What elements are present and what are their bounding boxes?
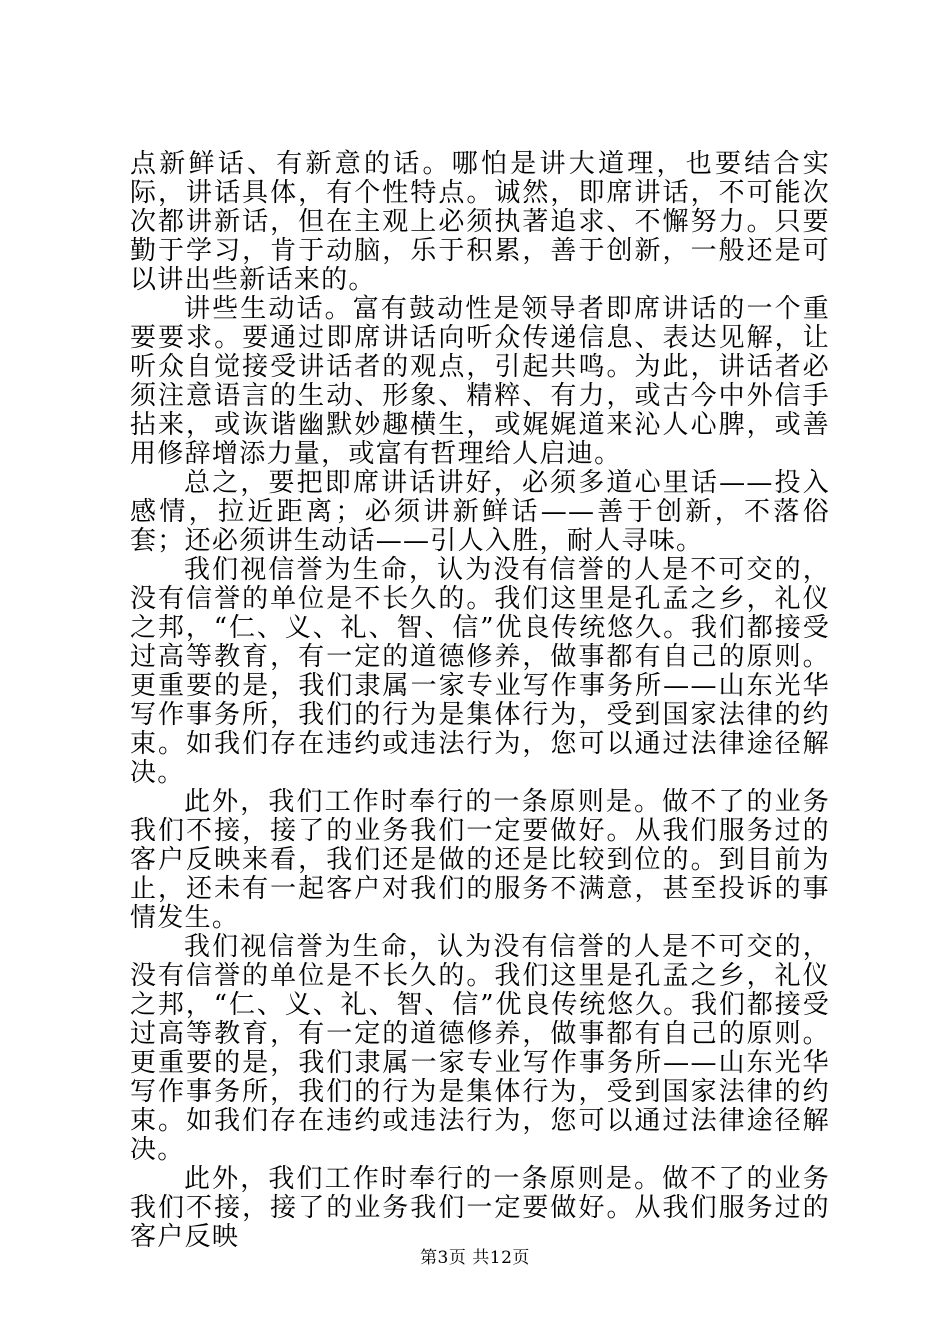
paragraph-2: 讲些生动话。富有鼓动性是领导者即席讲话的一个重要要求。要通过即席讲话向听众传递信息、表达见解，让听众自觉接受讲话者的观点，引起共鸣。为此，讲话者必须注意语言的生动、形象、精粹、有力，或古今中外信手拈来，或诙谐幽默妙趣横生，或娓娓道来沁人心脾，或善用修辞增添力量，或富有哲理给人启迪。 — [130, 294, 830, 469]
paragraph-1: 点新鲜话、有新意的话。哪怕是讲大道理，也要结合实际，讲话具体，有个性特点。诚然，即席讲话，不可能次次都讲新话，但在主观上必须执著追求、不懈努力。只要勤于学习，肯于动脑，乐于积累，善于创新，一般还是可以讲出些新话来的。 — [130, 149, 830, 295]
paragraph-3: 总之，要把即席讲话讲好，必须多道心里话——投入感情，拉近距离；必须讲新鲜话——善于创新，不落俗套；还必须讲生动话——引人入胜，耐人寻味。 — [130, 468, 830, 556]
paragraph-4: 我们视信誉为生命，认为没有信誉的人是不可交的，没有信誉的单位是不长久的。我们这里是孔孟之乡，礼仪之邦，“仁、义、礼、智、信”优良传统悠久。我们都接受过高等教育，有一定的道德修养，做事都有自己的原则。更重要的是，我们隶属一家专业写作事务所——山东光华写作事务所，我们的行为是集体行为，受到国家法律的约束。如我们存在违约或违法行为，您可以通过法律途径解决。 — [130, 555, 830, 788]
page-footer — [0, 1243, 950, 1268]
paragraph-7: 此外，我们工作时奉行的一条原则是。做不了的业务我们不接，接了的业务我们一定要做好。从我们服务过的客户反映 — [130, 1164, 830, 1252]
paragraph-6: 我们视信誉为生命，认为没有信誉的人是不可交的，没有信誉的单位是不长久的。我们这里是孔孟之乡，礼仪之邦，“仁、义、礼、智、信”优良传统悠久。我们都接受过高等教育，有一定的道德修养，做事都有自己的原则。更重要的是，我们隶属一家专业写作事务所——山东光华写作事务所，我们的行为是集体行为，受到国家法律的约束。如我们存在违约或违法行为，您可以通过法律途径解决。 — [130, 932, 830, 1165]
page-number-label: 第3页 共12页 — [420, 1248, 530, 1268]
paragraph-5: 此外，我们工作时奉行的一条原则是。做不了的业务我们不接，接了的业务我们一定要做好。从我们服务过的客户反映来看，我们还是做的还是比较到位的。到目前为止，还未有一起客户对我们的服务不满意，甚至投诉的事情发生。 — [130, 787, 830, 933]
document-body — [130, 150, 830, 1252]
